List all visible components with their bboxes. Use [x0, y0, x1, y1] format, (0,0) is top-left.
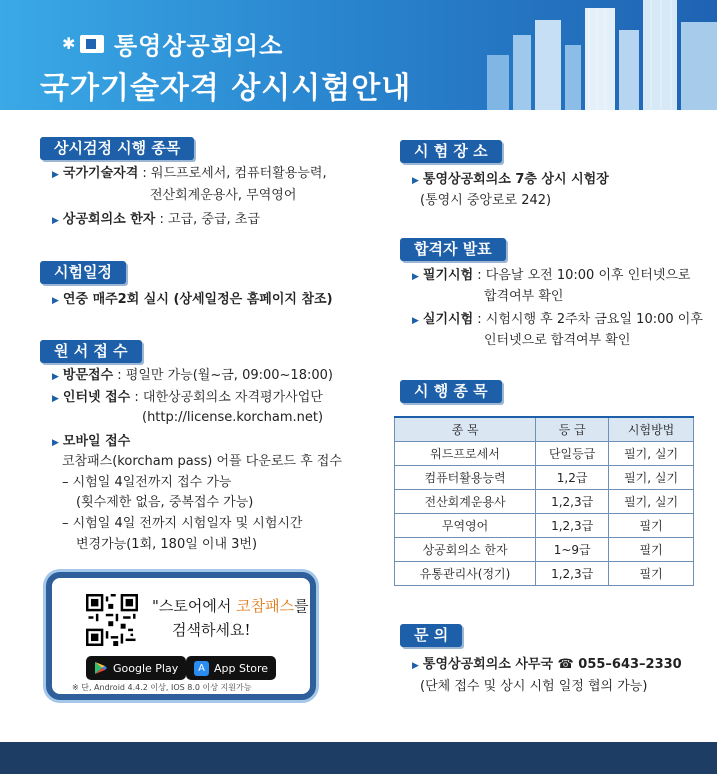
mobile-apply-line-2: – 시험일 4일전까지 접수 가능	[62, 475, 232, 490]
footer-bar	[0, 742, 717, 774]
org-logo	[62, 26, 283, 61]
bullet-icon: ▶	[412, 176, 419, 186]
venue-address: (통영시 중앙로로 242)	[420, 193, 552, 208]
section-schedule: 시험일정	[40, 261, 126, 284]
app-store-icon: A	[194, 661, 209, 676]
section-exam-types: 상시검정 시행 종목	[40, 137, 194, 160]
national-exam-line: ▶ 국가기술자격 : 워드프로세서, 컴퓨터활용능력,	[52, 166, 327, 181]
table-cell: 1,2,3급	[536, 561, 609, 585]
table-cell: 1,2,3급	[536, 489, 609, 513]
written-result-line-2: 합격여부 확인	[484, 289, 564, 304]
table-cell: 유통관리사(정기)	[395, 561, 536, 585]
visit-apply-line: ▶ 방문접수 : 평일만 가능(월~금, 09:00~18:00)	[52, 368, 333, 383]
table-cell: 전산회계운용사	[395, 489, 536, 513]
bullet-icon: ▶	[52, 394, 59, 404]
bullet-icon: ▶	[412, 272, 419, 282]
table-cell: 필기, 실기	[609, 441, 694, 465]
app-store-button[interactable]: A App Store	[186, 656, 276, 680]
org-name: 통영상공회의소	[114, 32, 284, 60]
mobile-apply-line-4: – 시험일 4일 전까지 시험일자 및 시험시간	[62, 516, 303, 531]
practical-result-line: ▶ 실기시험 : 시험시행 후 2주차 금요일 10:00 이후	[412, 312, 703, 327]
table-header-cell: 종 목	[395, 417, 536, 441]
internet-apply-line: ▶ 인터넷 접수 : 대한상공회의소 자격평가사업단	[52, 390, 323, 405]
bullet-icon: ▶	[412, 661, 419, 671]
qr-code-icon[interactable]	[86, 594, 138, 646]
table-cell: 컴퓨터활용능력	[395, 465, 536, 489]
chamber-hanja-line: ▶ 상공회의소 한자 : 고급, 중급, 초급	[52, 212, 260, 227]
table-header-row	[395, 417, 694, 441]
bullet-icon: ▶	[412, 316, 419, 326]
written-result-line: ▶ 필기시험 : 다음날 오전 10:00 이후 인터넷으로	[412, 268, 691, 283]
mobile-apply-line-1: 코참패스(korcham pass) 어플 다운로드 후 접수	[62, 454, 342, 469]
table-cell: 1,2,3급	[536, 513, 609, 537]
table-cell: 상공회의소 한자	[395, 537, 536, 561]
platform-support-note: ※ 단, Android 4.4.2 이상, IOS 8.0 이상 지원가능	[72, 683, 252, 692]
schedule-line: ▶ 연중 매주2회 실시 (상세일정은 홈페이지 참조)	[52, 292, 333, 307]
subjects-table	[394, 416, 694, 586]
chamber-logo-icon: ✱	[62, 33, 106, 55]
city-skyline-image	[447, 0, 717, 110]
page-title: 국가기술자격 상시시험안내	[40, 71, 412, 106]
bullet-icon: ▶	[52, 296, 59, 306]
table-cell: 무역영어	[395, 513, 536, 537]
bullet-icon: ▶	[52, 170, 59, 180]
bullet-icon: ▶	[52, 372, 59, 382]
contact-note: (단체 접수 및 상시 시험 일정 협의 가능)	[420, 679, 648, 694]
section-subjects: 시 행 종 목	[400, 380, 502, 403]
bullet-icon: ▶	[52, 216, 59, 226]
table-row	[395, 537, 694, 561]
table-cell: 1~9급	[536, 537, 609, 561]
table-cell: 필기, 실기	[609, 489, 694, 513]
table-cell: 필기	[609, 537, 694, 561]
internet-apply-url[interactable]: (http://license.korcham.net)	[142, 410, 324, 425]
table-cell: 단일등급	[536, 441, 609, 465]
table-row	[395, 465, 694, 489]
mobile-apply-heading: ▶ 모바일 접수	[52, 434, 131, 449]
table-cell: 필기, 실기	[609, 465, 694, 489]
table-row	[395, 561, 694, 585]
table-cell: 워드프로세서	[395, 441, 536, 465]
mobile-apply-line-3: (횟수제한 없음, 중복접수 가능)	[76, 495, 254, 510]
table-cell: 필기	[609, 561, 694, 585]
contact-line: ▶ 통영상공회의소 사무국 ☎ 055–643–2330	[412, 657, 682, 672]
bullet-icon: ▶	[52, 438, 59, 448]
google-play-icon	[94, 661, 108, 675]
table-row	[395, 513, 694, 537]
practical-result-line-2: 인터넷으로 합격여부 확인	[484, 333, 631, 348]
national-exam-line-2: 전산회계운용사, 무역영어	[150, 188, 297, 203]
table-header-cell: 등 급	[536, 417, 609, 441]
section-application: 원 서 접 수	[40, 340, 142, 363]
table-row	[395, 441, 694, 465]
store-search-quote: "스토어에서 코참패스를 검색하세요!	[152, 597, 309, 639]
app-promo-card	[46, 572, 316, 700]
section-venue: 시 험 장 소	[400, 140, 502, 163]
table-cell: 필기	[609, 513, 694, 537]
table-row	[395, 489, 694, 513]
table-cell: 1,2급	[536, 465, 609, 489]
header-banner	[0, 0, 717, 110]
venue-line: ▶ 통영상공회의소 7층 상시 시험장	[412, 172, 609, 187]
section-contact: 문 의	[400, 624, 462, 647]
table-header-cell: 시험방법	[609, 417, 694, 441]
section-results: 합격자 발표	[400, 238, 506, 261]
mobile-apply-line-5: 변경가능(1회, 180일 이내 3번)	[76, 537, 258, 552]
google-play-button[interactable]: Google Play	[86, 656, 186, 680]
